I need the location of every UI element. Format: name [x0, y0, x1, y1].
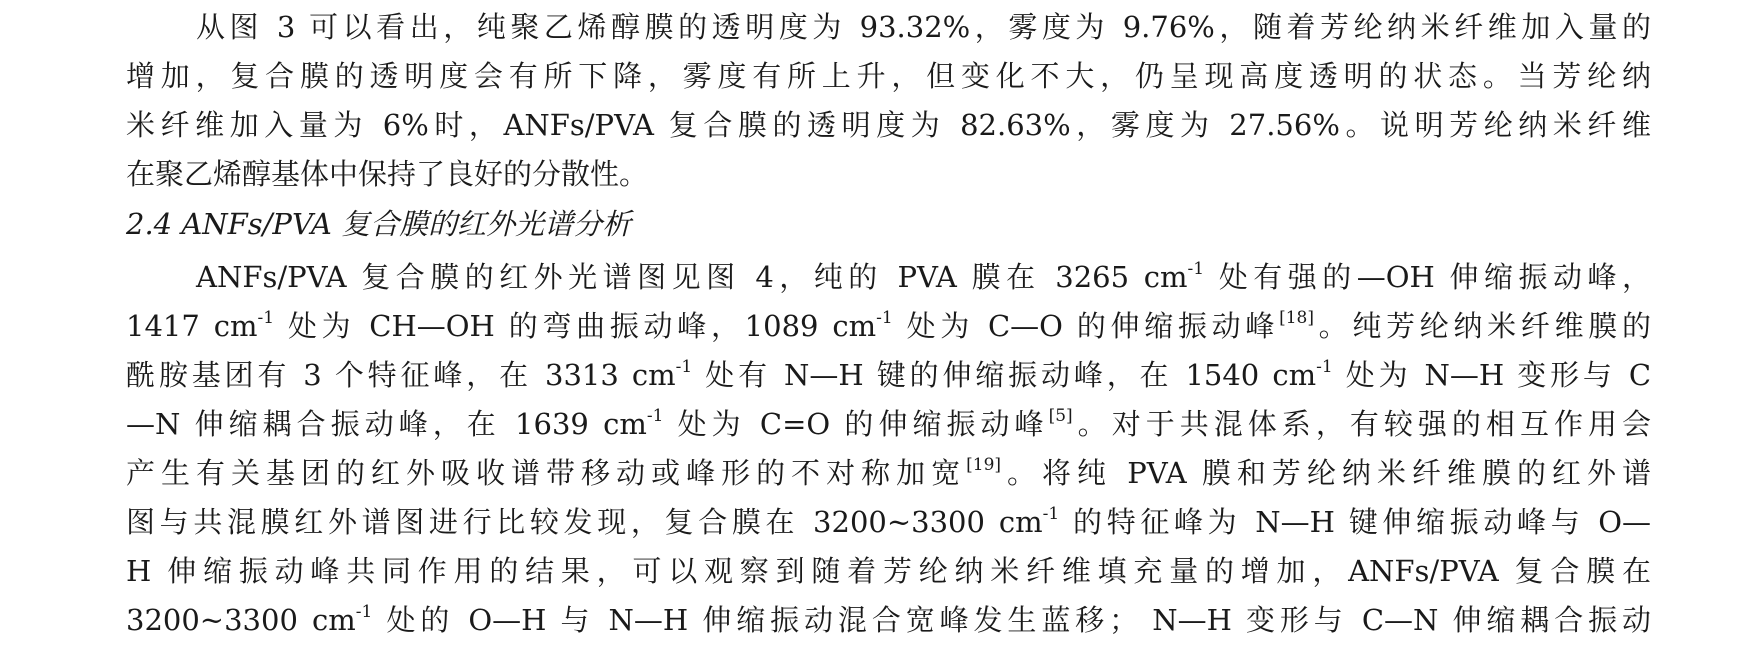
text-line — [126, 400, 1651, 449]
text-span: 处有强的—OH 伸缩振动峰， — [1218, 260, 1651, 294]
superscript: -1 — [257, 308, 275, 329]
text-span: 1417 cm — [126, 309, 258, 343]
superscript: -1 — [1316, 357, 1333, 378]
text-span: 处为 C=O 的伸缩振动峰 — [677, 407, 1049, 441]
text-span: ANFs/PVA 复合膜的红外光谱图见图 4，纯的 PVA 膜在 3265 cm — [196, 260, 1188, 294]
text-line: H 伸缩振动峰共同作用的结果，可以观察到随着芳纶纳米纤维填充量的增加，ANFs/PVA 复合膜在 — [126, 554, 1651, 588]
superscript: -1 — [646, 406, 664, 427]
text-span: 处为 C—O 的伸缩振动峰 — [906, 309, 1280, 343]
text-span: 处为 N—H 变形与 C — [1345, 358, 1652, 392]
text-span: 处的 O—H 与 N—H 伸缩振动混合宽峰发生蓝移； N—H 变形与 C—N 伸缩耦合振动 — [386, 603, 1651, 637]
text-span: 处为 CH—OH 的弯曲振动峰，1089 cm — [287, 309, 877, 343]
text-span: 酰胺基团有 3 个特征峰，在 3313 cm — [126, 358, 676, 392]
text-line — [126, 498, 1651, 547]
section-heading: 2.4 ANFs/PVA 复合膜的红外光谱分析 — [126, 207, 632, 241]
paragraph-ir-spectra — [126, 253, 1651, 645]
text-span: 。将纯 PVA 膜和芳纶纳米纤维膜的红外谱 — [1001, 456, 1651, 490]
text-line: 在聚乙烯醇基体中保持了良好的分散性。 — [126, 157, 649, 191]
citation-ref: [19] — [966, 455, 1002, 476]
text-line — [126, 449, 1651, 498]
superscript: -1 — [1042, 504, 1060, 525]
superscript: -1 — [1187, 259, 1205, 280]
text-span: 图与共混膜红外谱图进行比较发现，复合膜在 3200~3300 cm — [126, 505, 1043, 539]
text-span: 。对于共混体系，有较强的相互作用会 — [1072, 407, 1652, 441]
text-line — [126, 253, 1651, 302]
paragraph-transparency — [126, 3, 1651, 199]
text-line — [126, 351, 1651, 400]
text-line: 米纤维加入量为 6%时，ANFs/PVA 复合膜的透明度为 82.63%，雾度为 27.56%。说明芳纶纳米纤维 — [126, 108, 1651, 142]
superscript: -1 — [355, 602, 373, 623]
superscript: -1 — [876, 308, 893, 329]
text-span: 。纯芳纶纳米纤维膜的 — [1313, 309, 1651, 343]
text-span: 处有 N—H 键的伸缩振动峰，在 1540 cm — [705, 358, 1317, 392]
text-line: 增加，复合膜的透明度会有所下降，雾度有所上升，但变化不大，仍呈现高度透明的状态。当芳纶纳 — [126, 59, 1651, 93]
text-span: 产生有关基团的红外吸收谱带移动或峰形的不对称加宽 — [126, 456, 967, 490]
superscript: -1 — [675, 357, 693, 378]
citation-ref: [18] — [1279, 308, 1314, 329]
text-line — [126, 596, 1651, 645]
text-span: —N 伸缩耦合振动峰，在 1639 cm — [126, 407, 647, 441]
text-line: 从图 3 可以看出，纯聚乙烯醇膜的透明度为 93.32%，雾度为 9.76%，随着芳纶纳米纤维加入量的 — [196, 10, 1651, 44]
document-page — [126, 0, 1651, 671]
text-span: 的特征峰为 N—H 键伸缩振动峰与 O— — [1073, 505, 1652, 539]
citation-ref: [5] — [1048, 406, 1073, 427]
text-line — [126, 302, 1651, 351]
text-span: 3200~3300 cm — [126, 603, 356, 637]
